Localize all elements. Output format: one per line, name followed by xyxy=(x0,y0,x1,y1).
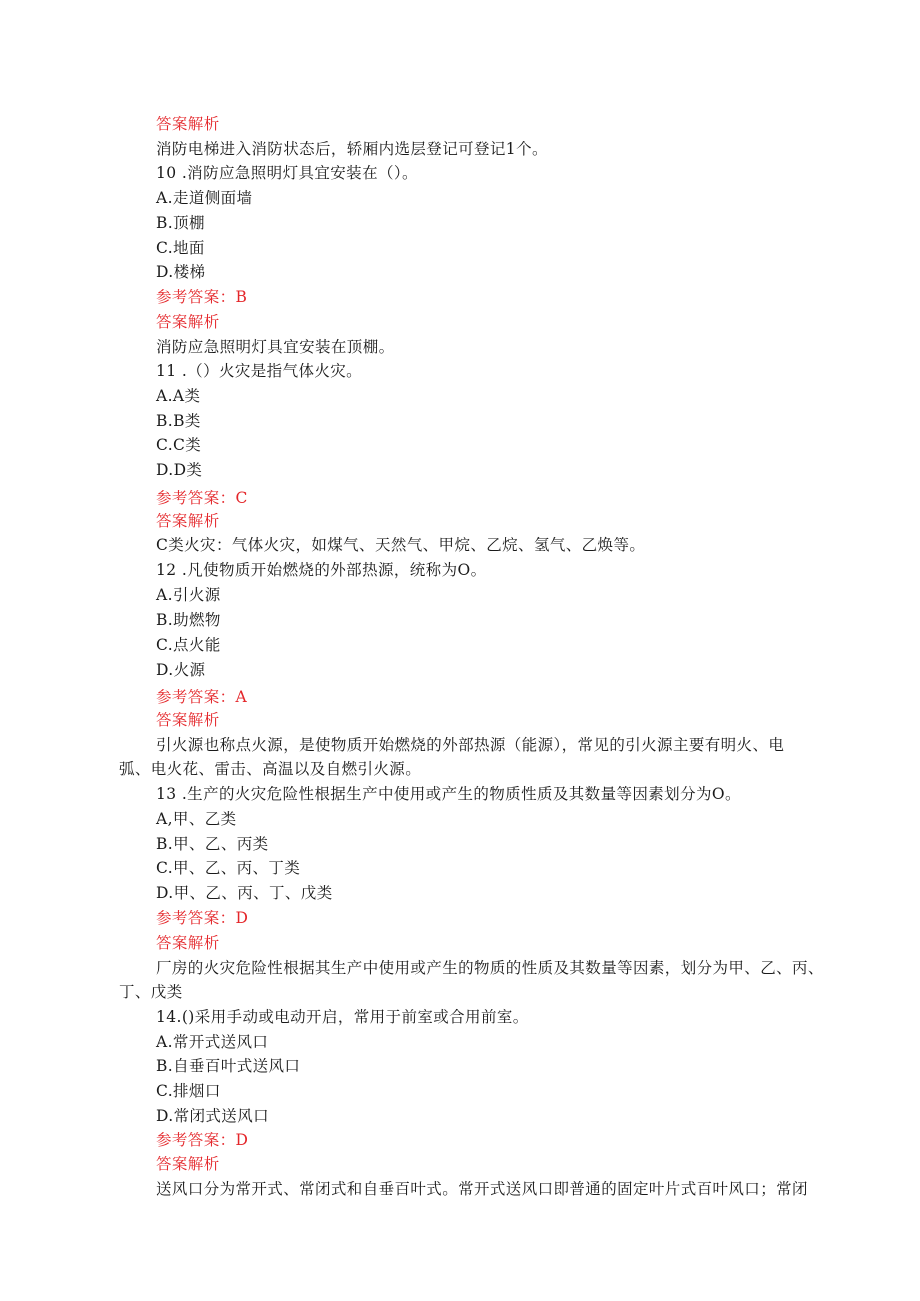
analysis-text: C类火灾：气体火灾，如煤气、天然气、甲烷、乙烷、氢气、乙焕等。 xyxy=(156,536,646,554)
q11-option-b: B.B类 xyxy=(156,412,201,430)
q11-answer: 参考答案：C xyxy=(156,489,248,507)
q14-answer: 参考答案：D xyxy=(156,1131,249,1149)
analysis-text-continued: 弧、电火花、雷击、高温以及自燃引火源。 xyxy=(119,760,422,778)
q11-option-a: A.A类 xyxy=(156,387,201,405)
q10-option-c: C.地面 xyxy=(156,239,205,257)
analysis-text-continued: 丁、戊类 xyxy=(119,983,183,1001)
q13-option-d: D.甲、乙、丙、丁、戊类 xyxy=(156,884,333,902)
analysis-label: 答案解析 xyxy=(156,934,220,952)
q14-option-d: D.常闭式送风口 xyxy=(156,1107,270,1125)
analysis-text: 厂房的火灾危险性根据其生产中使用或产生的物质的性质及其数量等因素，划分为甲、乙、丙、 xyxy=(156,959,824,977)
q10-option-d: D.楼梯 xyxy=(156,263,206,281)
analysis-label: 答案解析 xyxy=(156,711,220,729)
q14-option-c: C.排烟口 xyxy=(156,1082,221,1100)
q14-option-b: B.自垂百叶式送风口 xyxy=(156,1057,301,1075)
analysis-label: 答案解析 xyxy=(156,115,220,133)
question-14: 14.()采用手动或电动开启，常用于前室或合用前室。 xyxy=(156,1008,529,1026)
q12-option-c: C.点火能 xyxy=(156,636,221,654)
q14-option-a: A.常开式送风口 xyxy=(156,1033,269,1051)
analysis-label: 答案解析 xyxy=(156,1155,220,1173)
analysis-text: 消防应急照明灯具宜安装在顶棚。 xyxy=(156,338,395,356)
question-12: 12 .凡使物质开始燃烧的外部热源，统称为O。 xyxy=(156,561,487,579)
analysis-text: 送风口分为常开式、常闭式和自垂百叶式。常开式送风口即普通的固定叶片式百叶风口；常闭 xyxy=(156,1180,808,1198)
q12-answer: 参考答案：A xyxy=(156,688,248,706)
q12-option-a: A.引火源 xyxy=(156,586,221,604)
analysis-text: 消防电梯进入消防状态后，轿厢内选层登记可登记1个。 xyxy=(156,140,548,158)
q13-option-c: C.甲、乙、丙、丁类 xyxy=(156,859,301,877)
q13-option-b: B.甲、乙、丙类 xyxy=(156,835,269,853)
q10-answer: 参考答案：B xyxy=(156,288,248,306)
analysis-label: 答案解析 xyxy=(156,512,220,530)
q11-option-d: D.D类 xyxy=(156,461,203,479)
q10-option-b: B.顶棚 xyxy=(156,214,205,232)
q13-option-a: A,甲、乙类 xyxy=(156,810,237,828)
q10-option-a: A.走道侧面墙 xyxy=(156,189,253,207)
analysis-text: 引火源也称点火源，是使物质开始燃烧的外部热源（能源），常见的引火源主要有明火、电 xyxy=(156,736,785,754)
question-10: 10 .消防应急照明灯具宜安装在（）。 xyxy=(156,164,418,182)
question-13: 13 .生产的火灾危险性根据生产中使用或产生的物质性质及其数量等因素划分为O。 xyxy=(156,785,741,803)
q13-answer: 参考答案：D xyxy=(156,909,249,927)
q11-option-c: C.C类 xyxy=(156,436,202,454)
q12-option-b: B.助燃物 xyxy=(156,611,221,629)
analysis-label: 答案解析 xyxy=(156,313,220,331)
q12-option-d: D.火源 xyxy=(156,661,206,679)
question-11: 11 .（）火灾是指气体火灾。 xyxy=(156,362,363,380)
